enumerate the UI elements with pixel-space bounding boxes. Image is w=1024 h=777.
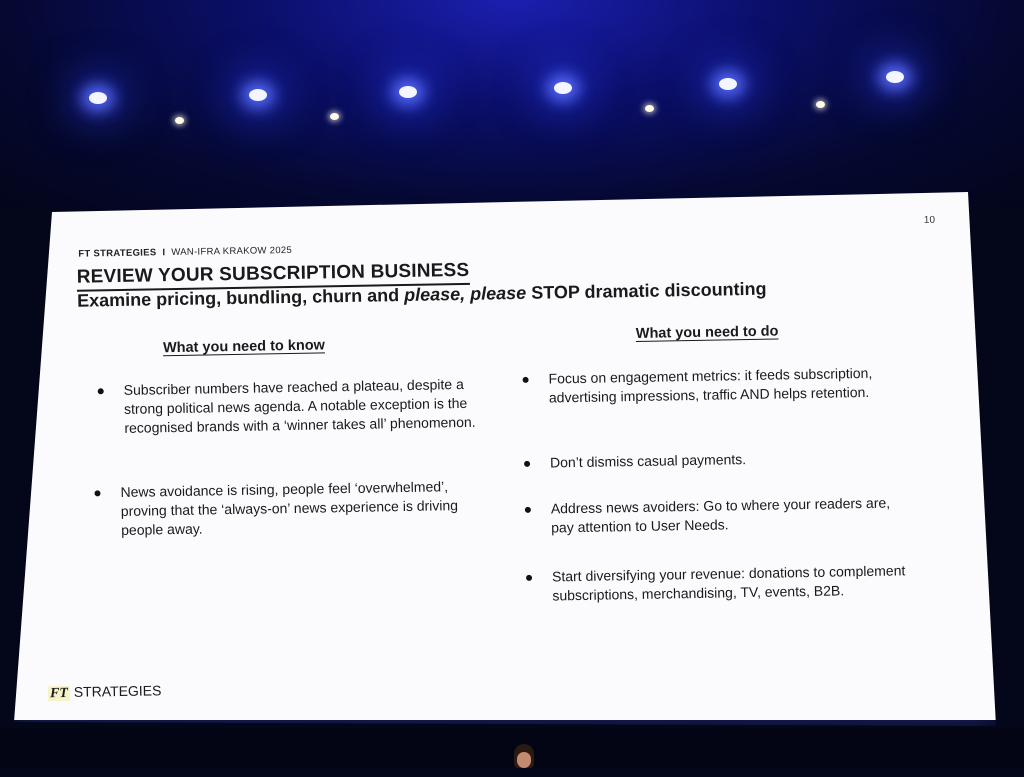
slide-header bbox=[78, 245, 292, 260]
subtitle-emphasis: please, please bbox=[403, 282, 527, 305]
subtitle-start: Examine pricing, bundling, churn and bbox=[76, 284, 405, 311]
logo-text: STRATEGIES bbox=[73, 682, 162, 700]
list-item bbox=[551, 494, 892, 538]
list-item bbox=[550, 448, 890, 473]
slide-title: REVIEW YOUR SUBSCRIPTION BUSINESS bbox=[77, 259, 470, 292]
bullet-icon bbox=[524, 461, 530, 467]
header-brand: FT STRATEGIES bbox=[78, 247, 157, 260]
subtitle-end: STOP dramatic discounting bbox=[526, 278, 767, 303]
bullet-icon bbox=[523, 377, 529, 383]
bullet-icon bbox=[98, 388, 104, 394]
stage-floor bbox=[0, 728, 1024, 768]
logo-ft: FT bbox=[49, 685, 69, 702]
bullet-text: Address news avoiders: Go to where your readers are, pay attention to User Needs. bbox=[550, 494, 891, 536]
list-item bbox=[552, 561, 923, 605]
list-item bbox=[120, 477, 491, 540]
bullet-text: Start diversifying your revenue: donations to complement subscriptions, merchandising, TV, events, B2B. bbox=[551, 562, 906, 604]
bullet-icon bbox=[526, 575, 532, 581]
header-separator: I bbox=[162, 247, 166, 259]
header-event: WAN-IFRA KRAKOW 2025 bbox=[171, 244, 293, 259]
ft-strategies-logo bbox=[48, 682, 162, 702]
list-item bbox=[548, 364, 889, 408]
bullet-text: News avoidance is rising, people feel ‘overwhelmed’, proving that the ‘always-on’ news experience is driving people away. bbox=[120, 478, 459, 538]
bullet-icon bbox=[525, 507, 531, 513]
bullet-text: Don’t dismiss casual payments. bbox=[549, 451, 747, 471]
left-column-heading: What you need to know bbox=[162, 337, 326, 357]
page-number: 10 bbox=[923, 214, 936, 226]
bullet-text: Subscriber numbers have reached a plateau, despite a strong political news agenda. A notable exception is the recognised brands with a ‘winner takes all’ phenomenon. bbox=[123, 375, 476, 436]
speaker-face bbox=[517, 752, 531, 768]
list-item bbox=[124, 375, 485, 438]
right-column-heading: What you need to do bbox=[635, 323, 779, 342]
bullet-text: Focus on engagement metrics: it feeds subscription, advertising impressions, traffic AND helps retention. bbox=[548, 364, 873, 406]
bullet-icon bbox=[94, 490, 100, 496]
